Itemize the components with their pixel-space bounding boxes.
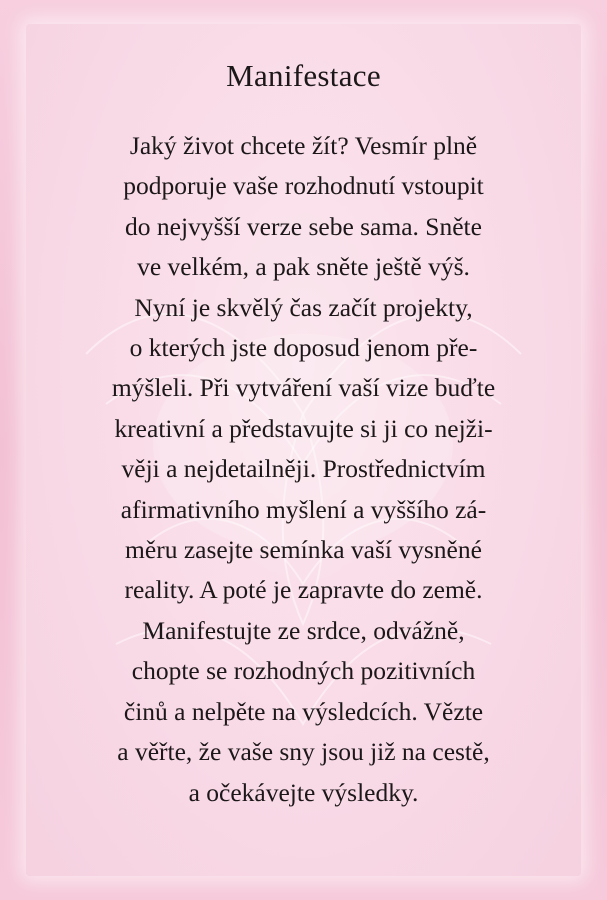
body-line: podporuje vaše rozhodnutí vstoupit — [123, 171, 484, 201]
body-line: kreativní a představujte si ji co nejži- — [114, 413, 493, 443]
body-line: chopte se rozhodných pozitivních — [131, 656, 476, 686]
body-line: Jaký život chcete žít? Vesmír plně — [129, 131, 478, 160]
body-line: mýšleli. Při vytváření vaší vize buďte — [111, 373, 496, 403]
body-line: a věřte, že vaše sny jsou již na cestě, — [117, 737, 490, 767]
body-line: činů a nelpěte na výsledcích. Vězte — [123, 696, 484, 726]
card-title: Manifestace — [226, 58, 381, 93]
body-line: a očekávejte výsledky. — [188, 777, 419, 807]
card-body-text — [40, 126, 567, 813]
body-line: věji a nejdetailněji. Prostřednictvím — [121, 454, 486, 484]
body-line: afirmativního myšlení a vyššího zá- — [120, 494, 487, 524]
body-line: ve velkém, a pak sněte ještě výš. — [137, 252, 470, 282]
body-line: Nyní je skvělý čas začít projekty, — [134, 292, 473, 322]
body-line: do nejvyšší verze sebe sama. Sněte — [125, 211, 482, 241]
body-line: měru zasejte semínka vaší vysněné — [125, 535, 482, 565]
body-line: o kterých jste doposud jenom pře- — [129, 333, 478, 363]
body-line: reality. A poté je zapravte do země. — [124, 575, 483, 605]
body-line: Manifestujte ze srdce, odvážně, — [142, 615, 465, 645]
